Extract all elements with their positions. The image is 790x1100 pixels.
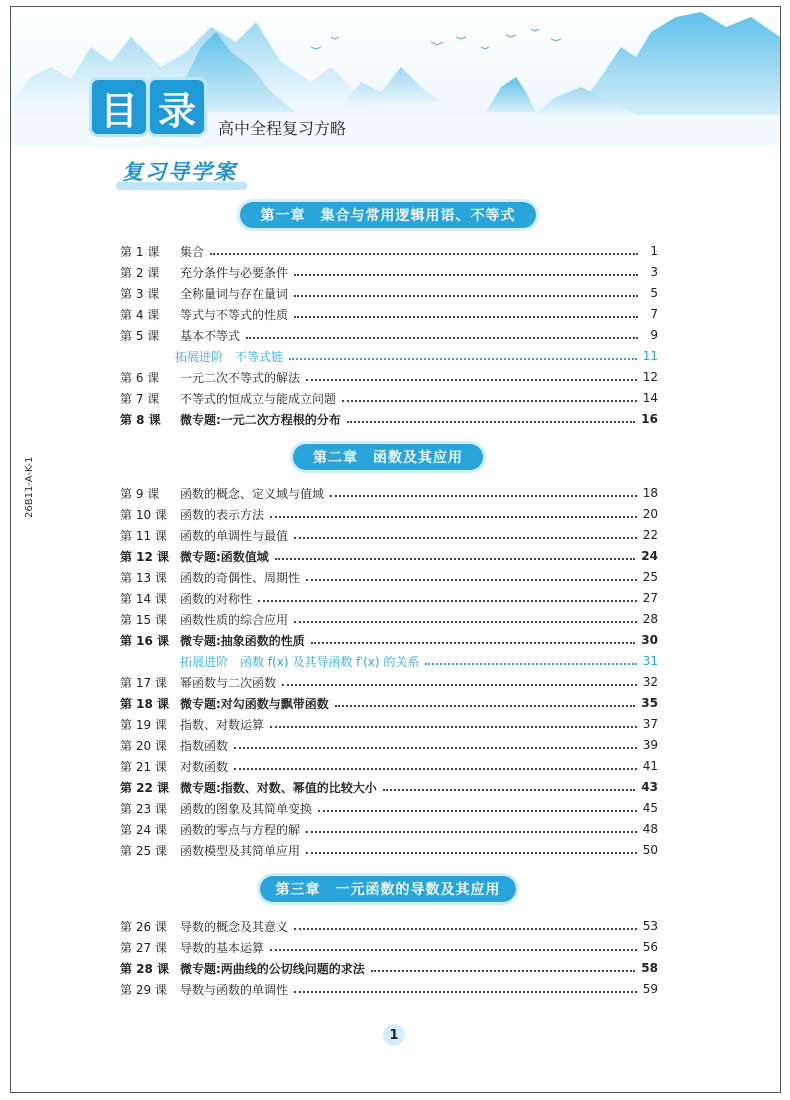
lesson-number: 第 15 课: [120, 612, 167, 627]
toc-row[interactable]: [120, 483, 658, 503]
lesson-page: 20: [642, 507, 658, 521]
lesson-number: 第 21 课: [120, 759, 167, 774]
lesson-page: 28: [642, 612, 658, 626]
lesson-title: 导数的概念及其意义: [180, 919, 289, 934]
lesson-number: 第 18 课: [120, 696, 170, 711]
lesson-page: 18: [642, 486, 658, 500]
section-title-text: 复习导学案: [122, 160, 237, 184]
toc-row[interactable]: [120, 798, 658, 818]
lesson-title: 函数的表示方法: [180, 507, 265, 522]
leader-dots: [282, 684, 637, 686]
lesson-title: 拓展进阶 不等式链: [175, 349, 284, 364]
toc-row-special[interactable]: [120, 630, 658, 650]
leader-dots: [258, 600, 637, 602]
toc-row[interactable]: [120, 937, 658, 957]
toc-row[interactable]: [120, 241, 658, 261]
lesson-page: 30: [641, 633, 658, 647]
lesson-title: 充分条件与必要条件: [180, 265, 289, 280]
leader-dots: [294, 537, 637, 539]
toc-row[interactable]: [120, 672, 658, 692]
toc-heading: [92, 80, 208, 134]
toc-row[interactable]: [120, 735, 658, 755]
leader-dots: [270, 516, 637, 518]
lesson-number: 第 29 课: [120, 982, 167, 997]
leader-dots: [234, 747, 637, 749]
lesson-title: 基本不等式: [180, 328, 241, 343]
lesson-title: 指数、对数运算: [180, 717, 265, 732]
lesson-number: 第 26 课: [120, 919, 167, 934]
lesson-page: 27: [642, 591, 658, 605]
lesson-number: 第 4 课: [120, 307, 160, 322]
lesson-number: 第 5 课: [120, 328, 160, 343]
leader-dots: [294, 295, 638, 297]
leader-dots: [294, 991, 637, 993]
lesson-title: 函数的单调性与最值: [180, 528, 289, 543]
lesson-page: 41: [642, 759, 658, 773]
lesson-title: 不等式的恒成立与能成立问题: [180, 391, 337, 406]
leader-dots: [335, 705, 635, 707]
lesson-number: 第 1 课: [120, 244, 160, 259]
toc-row[interactable]: [120, 325, 658, 345]
lesson-title: 函数的对称性: [180, 591, 253, 606]
lesson-page: 58: [641, 961, 658, 975]
section-title: [122, 156, 237, 186]
leader-dots: [246, 337, 638, 339]
lesson-number: 第 13 课: [120, 570, 167, 585]
toc-row[interactable]: [120, 525, 658, 545]
leader-dots: [289, 358, 637, 360]
lesson-number: 第 8 课: [120, 412, 161, 427]
lesson-title: 幂函数与二次函数: [180, 675, 277, 690]
lesson-title: 拓展进阶 函数 f(x) 及其导函数 f′(x) 的关系: [180, 654, 420, 669]
book-subtitle: 高中全程复习方略: [218, 119, 347, 138]
leader-dots: [306, 379, 637, 381]
leader-dots: [294, 621, 637, 623]
toc-row-special[interactable]: [120, 958, 658, 978]
lesson-number: 第 9 课: [120, 486, 160, 501]
lesson-number: 第 16 课: [120, 633, 170, 648]
lesson-number: 第 6 课: [120, 370, 160, 385]
lesson-page: 7: [650, 307, 658, 321]
leader-dots: [294, 274, 638, 276]
page-number: 1: [383, 1024, 405, 1046]
side-code: 26B11-A-K-1: [24, 456, 35, 518]
lesson-page: 53: [642, 919, 658, 933]
lesson-page: 32: [642, 675, 658, 689]
lesson-page: 16: [641, 412, 658, 426]
leader-dots: [347, 421, 635, 423]
lesson-number: 第 12 课: [120, 549, 170, 564]
leader-dots: [294, 928, 637, 930]
lesson-title: 集合: [180, 244, 205, 259]
lesson-page: 1: [650, 244, 658, 258]
toc-row[interactable]: [120, 367, 658, 387]
lesson-page: 35: [641, 696, 658, 710]
toc-heading-char: 录: [150, 80, 204, 134]
leader-dots: [234, 768, 637, 770]
toc-row[interactable]: [120, 756, 658, 776]
chapter-3-title[interactable]: 第三章 一元函数的导数及其应用: [260, 876, 516, 902]
lesson-page: 14: [642, 391, 658, 405]
lesson-page: 11: [642, 349, 658, 363]
toc-row[interactable]: [120, 283, 658, 303]
toc-heading-char: 目: [92, 80, 146, 134]
lesson-number: 第 10 课: [120, 507, 167, 522]
leader-dots: [318, 810, 637, 812]
lesson-title: 函数的图象及其简单变换: [180, 801, 313, 816]
lesson-page: 43: [641, 780, 658, 794]
lesson-number: 第 28 课: [120, 961, 170, 976]
leader-dots: [383, 789, 635, 791]
lesson-page: 39: [642, 738, 658, 752]
toc-row[interactable]: [120, 262, 658, 282]
chapter-1-title[interactable]: 第一章 集合与常用逻辑用语、不等式: [240, 202, 536, 228]
lesson-page: 50: [642, 843, 658, 857]
leader-dots: [275, 558, 635, 560]
toc-row[interactable]: [120, 714, 658, 734]
lesson-title: 函数模型及其简单应用: [180, 843, 301, 858]
lesson-title: 微专题:对勾函数与飘带函数: [180, 696, 329, 711]
leader-dots: [306, 852, 637, 854]
toc-row[interactable]: [120, 588, 658, 608]
lesson-page: 45: [642, 801, 658, 815]
leader-dots: [425, 663, 636, 665]
lesson-page: 25: [642, 570, 658, 584]
lesson-number: 第 24 课: [120, 822, 167, 837]
leader-dots: [311, 642, 635, 644]
leader-dots: [330, 495, 637, 497]
lesson-title: 微专题:一元二次方程根的分布: [180, 412, 341, 427]
lesson-number: 第 19 课: [120, 717, 167, 732]
toc-row-special[interactable]: [120, 409, 658, 429]
lesson-title: 一元二次不等式的解法: [180, 370, 301, 385]
lesson-title: 导数与函数的单调性: [180, 982, 289, 997]
toc-row[interactable]: [120, 819, 658, 839]
lesson-number: 第 20 课: [120, 738, 167, 753]
leader-dots: [270, 726, 637, 728]
lesson-page: 12: [642, 370, 658, 384]
lesson-title: 函数性质的综合应用: [180, 612, 289, 627]
lesson-title: 微专题:两曲线的公切线问题的求法: [180, 961, 365, 976]
lesson-title: 函数的零点与方程的解: [180, 822, 301, 837]
lesson-number: 第 2 课: [120, 265, 160, 280]
toc-row[interactable]: [120, 567, 658, 587]
toc-row-special[interactable]: [120, 546, 658, 566]
lesson-title: 微专题:函数值域: [180, 549, 269, 564]
lesson-number: 第 23 课: [120, 801, 167, 816]
lesson-page: 3: [650, 265, 658, 279]
lesson-page: 48: [642, 822, 658, 836]
toc-row[interactable]: [120, 840, 658, 860]
lesson-number: 第 3 课: [120, 286, 160, 301]
leader-dots: [294, 316, 638, 318]
lesson-title: 微专题:指数、对数、幂值的比较大小: [180, 780, 377, 795]
toc-row[interactable]: [120, 916, 658, 936]
lesson-number: 第 11 课: [120, 528, 167, 543]
chapter-2-title[interactable]: 第二章 函数及其应用: [293, 444, 483, 470]
lesson-title: 指数函数: [180, 738, 229, 753]
toc-row[interactable]: [120, 609, 658, 629]
toc-row[interactable]: [120, 304, 658, 324]
toc-row[interactable]: [120, 388, 658, 408]
lesson-page: 59: [642, 982, 658, 996]
lesson-number: 第 27 课: [120, 940, 167, 955]
lesson-page: 56: [642, 940, 658, 954]
lesson-title: 函数的概念、定义域与值域: [180, 486, 325, 501]
leader-dots: [306, 579, 637, 581]
lesson-page: 9: [650, 328, 658, 342]
lesson-number: 第 22 课: [120, 780, 170, 795]
toc-row[interactable]: [120, 979, 658, 999]
lesson-page: 31: [642, 654, 658, 668]
lesson-title: 对数函数: [180, 759, 229, 774]
toc-row[interactable]: [120, 504, 658, 524]
lesson-page: 24: [641, 549, 658, 563]
lesson-number: 第 7 课: [120, 391, 160, 406]
lesson-number: 第 14 课: [120, 591, 167, 606]
leader-dots: [306, 831, 637, 833]
toc-row-special[interactable]: [120, 777, 658, 797]
leader-dots: [210, 253, 638, 255]
lesson-title: 导数的基本运算: [180, 940, 265, 955]
lesson-number: 第 25 课: [120, 843, 167, 858]
lesson-page: 5: [650, 286, 658, 300]
toc-row-extension[interactable]: [120, 346, 658, 366]
lesson-title: 微专题:抽象函数的性质: [180, 633, 305, 648]
lesson-title: 全称量词与存在量词: [180, 286, 289, 301]
lesson-title: 函数的奇偶性、周期性: [180, 570, 301, 585]
leader-dots: [371, 970, 635, 972]
lesson-title: 等式与不等式的性质: [180, 307, 289, 322]
lesson-page: 22: [642, 528, 658, 542]
toc-row-special[interactable]: [120, 693, 658, 713]
leader-dots: [270, 949, 637, 951]
lesson-number: 第 17 课: [120, 675, 167, 690]
toc-row-extension[interactable]: [120, 651, 658, 671]
leader-dots: [342, 400, 637, 402]
lesson-page: 37: [642, 717, 658, 731]
